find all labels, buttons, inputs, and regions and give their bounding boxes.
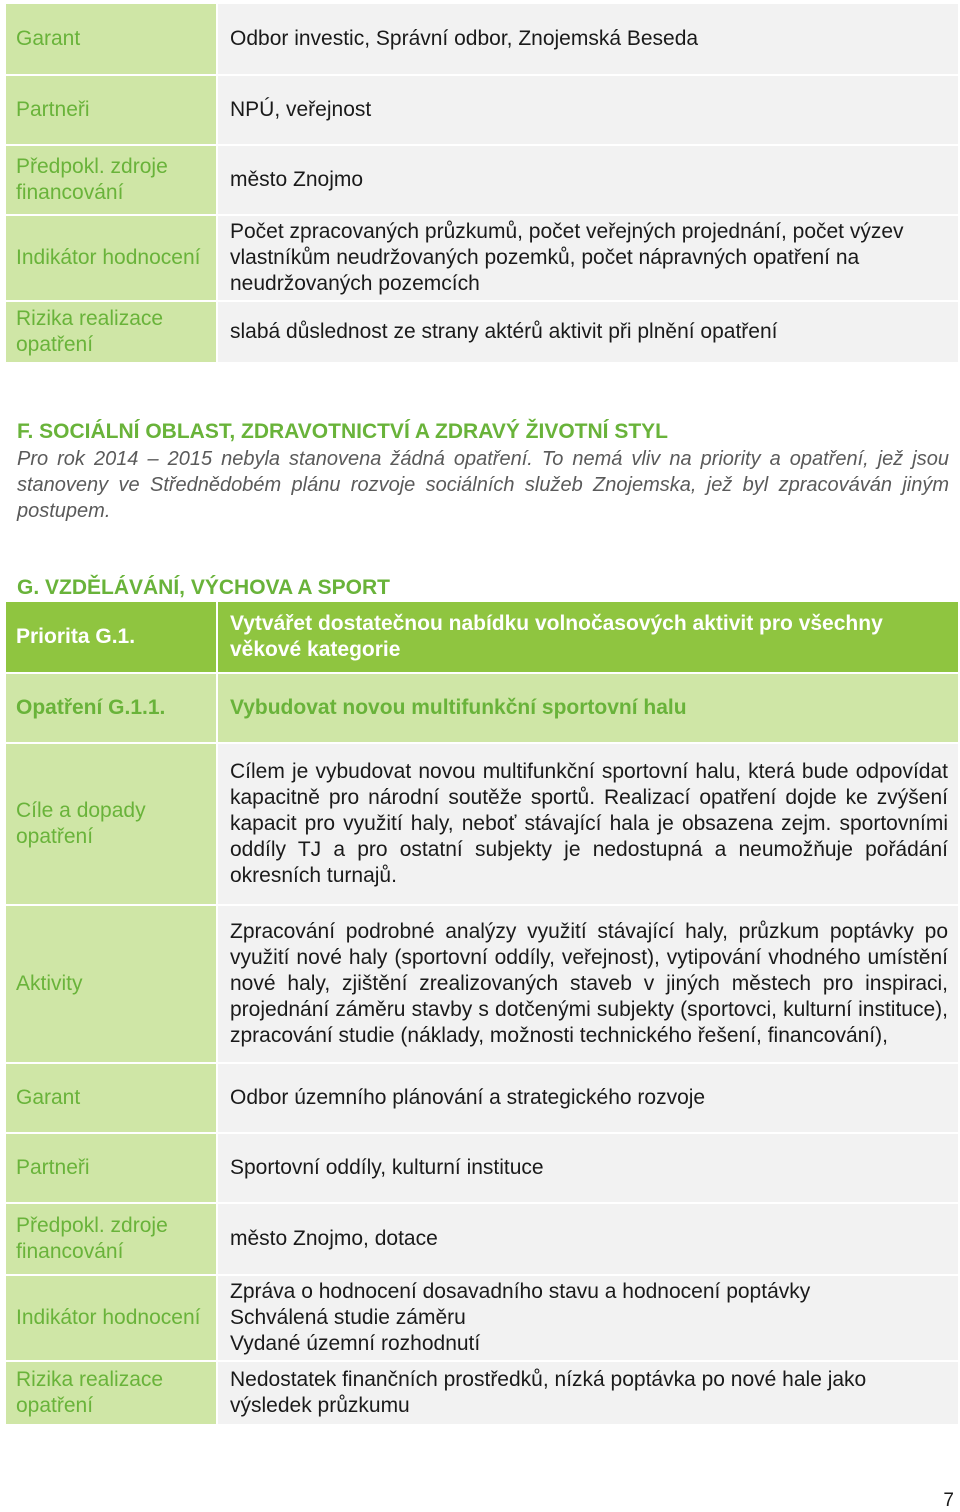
measure-label: Opatření G.1.1. [6,672,216,742]
measure-table [6,602,958,1424]
table-row [6,1360,958,1424]
row-value: Odbor investic, Správní odbor, Znojemská Beseda [218,4,958,74]
priority-label: Priorita G.1. [6,602,216,672]
row-label: Předpokl. zdroje financování [6,144,216,214]
row-label: Garant [6,4,216,74]
row-label: Předpokl. zdroje financování [6,1202,216,1274]
row-value: slabá důslednost ze strany aktérů aktivit při plnění opatření [218,300,958,362]
row-label: Indikátor hodnocení [6,1274,216,1360]
table-row [6,74,958,144]
row-value: Nedostatek finančních prostředků, nízká poptávka po nové hale jako výsledek průzkumu [218,1360,958,1424]
row-value: Cílem je vybudovat novou multifunkční sportovní halu, která bude odpovídat kapacitně pro národní soutěže sportů. Realizací opatření dojde ke zvýšení kapacit pro využití haly, neboť stávající hala je obsazena zejm. sportovními oddíly TJ a pro ostatní subjekty je nedostupná a neumožňuje pořádání okresních turnajů. [218,742,958,904]
table-row [6,1132,958,1202]
indicator-line: Schválená studie záměru [230,1306,466,1329]
table-row [6,4,958,74]
indicator-line: Vydané územní rozhodnutí [230,1332,481,1355]
row-value [218,1274,958,1360]
row-value: NPÚ, veřejnost [218,74,958,144]
table-row [6,1274,958,1360]
table-row [6,1062,958,1132]
section-f-title: F. SOCIÁLNÍ OBLAST, ZDRAVOTNICTVÍ A ZDRAVÝ ŽIVOTNÍ STYL [17,420,668,443]
section-g-title: G. VZDĚLÁVÁNÍ, VÝCHOVA A SPORT [17,576,390,599]
row-value: Počet zpracovaných průzkumů, počet veřejných projednání, počet výzev vlastníkům neudržovaných pozemků, počet nápravných opatření na neudržovaných pozemcích [218,214,958,300]
row-label: Indikátor hodnocení [6,214,216,300]
page-number: 7 [943,1490,954,1511]
measure-value: Vybudovat novou multifunkční sportovní halu [218,672,958,742]
table-row [6,742,958,904]
section-f-note: Pro rok 2014 – 2015 nebyla stanovena žádná opatření. To nemá vliv na priority a opatření, jež jsou stanoveny ve Střednědobém plánu rozvoje sociálních služeb Znojemska, jež byl zpracováván jiným postupem. [17,448,949,522]
table-continuation [6,4,958,362]
table-row [6,214,958,300]
table-row [6,1202,958,1274]
row-value: Sportovní oddíly, kulturní instituce [218,1132,958,1202]
table-row [6,300,958,362]
row-label: Rizika realizace opatření [6,1360,216,1424]
row-label: Garant [6,1062,216,1132]
row-value: Odbor územního plánování a strategického rozvoje [218,1062,958,1132]
row-value: Zpracování podrobné analýzy využití stávající haly, průzkum poptávky po využití nové haly (sportovní oddíly, veřejnost), vytipování vhodného umístění nové haly, zjištění zrealizovaných staveb v jiných městech pro inspiraci, projednání záměru stavby s dotčenými subjekty (sportovci, kulturní instituce), zpracování studie (náklady, možnosti technického řešení, financování), [218,904,958,1062]
row-label: Aktivity [6,904,216,1062]
table-row [6,144,958,214]
row-label: Partneři [6,74,216,144]
row-value: město Znojmo, dotace [218,1202,958,1274]
priority-value: Vytvářet dostatečnou nabídku volnočasových aktivit pro všechny věkové kategorie [218,602,958,672]
indicator-line: Zpráva o hodnocení dosavadního stavu a hodnocení poptávky [230,1280,811,1303]
measure-row [6,672,958,742]
priority-row [6,602,958,672]
row-label: Partneři [6,1132,216,1202]
row-label: Rizika realizace opatření [6,300,216,362]
table-row [6,904,958,1062]
row-label: Cíle a dopady opatření [6,742,216,904]
row-value: město Znojmo [218,144,958,214]
